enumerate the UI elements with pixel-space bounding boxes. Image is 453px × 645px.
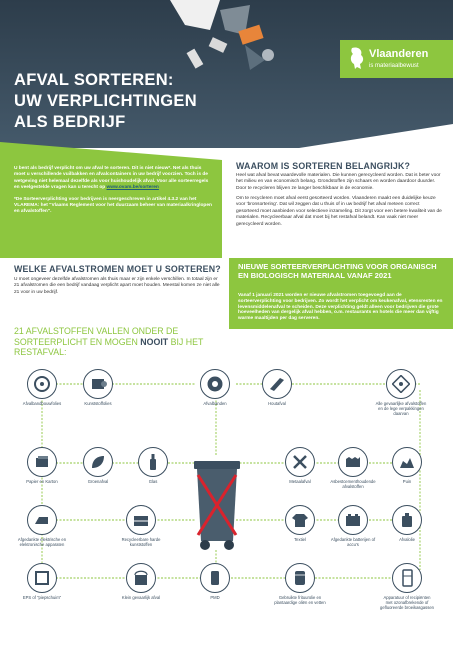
- organic-heading: NIEUWE SORTEERVERPLICHTING VOOR ORGANISCH EN BIOLOGISCH MATERIAAL VANAF 2021: [238, 262, 437, 281]
- asbestos-icon: [338, 447, 368, 477]
- iron-icon: [27, 505, 57, 535]
- waste-item-label: Asbestcementhoudende afvalstoffen: [330, 479, 376, 489]
- header-wedge: [0, 124, 453, 160]
- waste-item-label: Alle gevaarlijke afvalstoffen en de lege verpakkingen daarvan: [375, 401, 427, 416]
- waste-item-label: Glas: [148, 479, 158, 484]
- waste-item-label: Apparatuur of recipiënten met ozonafbrekende of gefluoreerde broeikasgassen: [380, 595, 435, 610]
- paper-icon: [27, 447, 57, 477]
- streams-paragraph: U moet ongeveer dezelfde afvalstromen als thuis maar er zijn enkele verschillen. In totaal zijn er 21 afvalstromen die een bedrijf vandaag verplicht apart moet houden. Meestal komen ze niet alle 21 voor in uw bedrijf.: [14, 277, 220, 295]
- waste-item-label: Afvalbandbouwfolies: [22, 401, 62, 406]
- title-line-1: AFVAL SORTEREN:: [14, 71, 174, 89]
- logo-tagline: is materiaalbewust: [369, 63, 419, 69]
- foam-icon: [27, 563, 57, 593]
- waste-item-label: Klein gevaarlijk afval: [121, 595, 161, 600]
- why-heading: WAAROM IS SORTEREN BELANGRIJK?: [236, 161, 411, 171]
- waste-item-label: Metaalafval: [289, 479, 311, 484]
- waste-item-label: Recycleerbare harde kunststoffen: [121, 537, 161, 547]
- floating-waste-illustration: [150, 0, 300, 80]
- organic-paragraph: Vanaf 1 januari 2021 worden er nieuwe afvalstromen toegevoegd aan de sorteerverplichting voor bedrijven. Zo wordt het verplicht om keukenafval, etensresten en levensmiddelenafval te scheiden. Deze verplichting geldt alleen voor bedrijven die grote hoeveelheden van dergelijk afval hebben, o.m. restaurants en hotels die meer dan vijftig warme maaltijden per dag serveren.: [238, 293, 443, 322]
- why-paragraph-2: Om te recycleren moet afval eerst gesorteerd worden. Vlaanderen maakt een duidelijke keuze voor 'bronsortering'. Dat wil zeggen dat u thuis of in uw bedrijf het afval meteen correct gesorteerd moet aanbieden voor selectieve inzameling. Dit zorgt voor een betere kwaliteit van de materialen. Recycleerbaar afval dat moet bij het restafval belandt. Kan vaak niet meer gerecycleerd worden.: [236, 196, 442, 227]
- intro-box: [0, 160, 222, 258]
- bottle-icon: [138, 447, 168, 477]
- restafval-bin: [192, 455, 242, 551]
- waste-item-label: Papier en Karton: [26, 479, 58, 484]
- shirt-icon: [285, 505, 315, 535]
- waste-item-label: Afgedankte batterijen of accu's: [330, 537, 376, 547]
- vlaanderen-logo: [340, 40, 453, 78]
- ovam-link[interactable]: www.ovam.be/sorteren: [106, 185, 159, 191]
- intro-text: U bent als bedrijf verplicht om uw afval te sorteren. Dit is niet nieuw*. Net als thuis moet u verschillende vuilbakken en afvalcontainers in uw bedrijf voorzien. Toch is de wetgeving niet helemaal dezelfde als voor huishoudelijk afval. Voor alle sorteerregels en veelgestelde vragen kan u terecht op www.ovam.be/sorteren: [14, 166, 209, 191]
- lion-icon: [348, 46, 366, 70]
- wood-plank-icon: [262, 369, 292, 399]
- waste-infographic: [0, 360, 453, 645]
- waste-item-label: PMD: [210, 595, 220, 600]
- rubble-icon: [392, 447, 422, 477]
- waste-item-label: Gebruikte frituurolie en plantaardige oliën en vetten: [274, 595, 326, 605]
- leaf-icon: [83, 447, 113, 477]
- intro-footnote: *De Sorteerverplichting voor bedrijven is neergeschreven in artikel 4.3.2 van het VLAREMA: het "Vlaams Reglement voor het duurzaam beheer van materiaalkringlopen en afvalstoffen".: [14, 196, 212, 215]
- waste-item-label: Afgedankte elektrische en elektronische apparaten: [17, 537, 67, 547]
- tire-stack-icon: [27, 369, 57, 399]
- fridge-icon: [392, 563, 422, 593]
- can-icon: [200, 563, 230, 593]
- tools-icon: [285, 447, 315, 477]
- why-paragraph-1: Heel wat afval bevat waardevolle materialen. Die kunnen gerecycleerd worden. Dat is beter voor het milieu en van economisch belang. Grondstoffen zijn schaars en worden daardoor duurder. Door te recycleren blijven ze langer beschikbaar in de economie.: [236, 173, 441, 191]
- waste-item-label: Groenafval: [87, 479, 109, 484]
- hazard-icon: [386, 369, 416, 399]
- oil-drum-icon: [285, 563, 315, 593]
- waste-item-label: Textiel: [294, 537, 306, 542]
- waste-item-label: Afvalolie: [399, 537, 415, 542]
- foil-roll-icon: [83, 369, 113, 399]
- paint-can-icon: [126, 563, 156, 593]
- organic-box: [229, 258, 453, 329]
- logo-name: Vlaanderen: [369, 48, 429, 60]
- restafval-label: RESTAFVAL: [204, 457, 230, 462]
- crate-icon: [126, 505, 156, 535]
- tire-icon: [200, 369, 230, 399]
- waste-item-label: Houtafval: [268, 401, 286, 406]
- oil-can-icon: [392, 505, 422, 535]
- waste-item-label: Puin: [402, 479, 412, 484]
- waste-item-label: Afvalbanden: [203, 401, 227, 406]
- streams-heading: WELKE AFVALSTROMEN MOET U SORTEREN?: [14, 264, 221, 274]
- waste-item-label: EPS of "piepschuim": [22, 595, 62, 600]
- list-title: 21 AFVALSTOFFEN VALLEN ONDER DE SORTEERPLICHT EN MOGEN NOOIT BIJ HET RESTAFVAL:: [14, 326, 204, 357]
- title-line-3: ALS BEDRIJF: [14, 113, 126, 131]
- title-line-2: UW VERPLICHTINGEN: [14, 92, 197, 110]
- waste-item-label: Kunststoffolies: [84, 401, 112, 406]
- battery-icon: [338, 505, 368, 535]
